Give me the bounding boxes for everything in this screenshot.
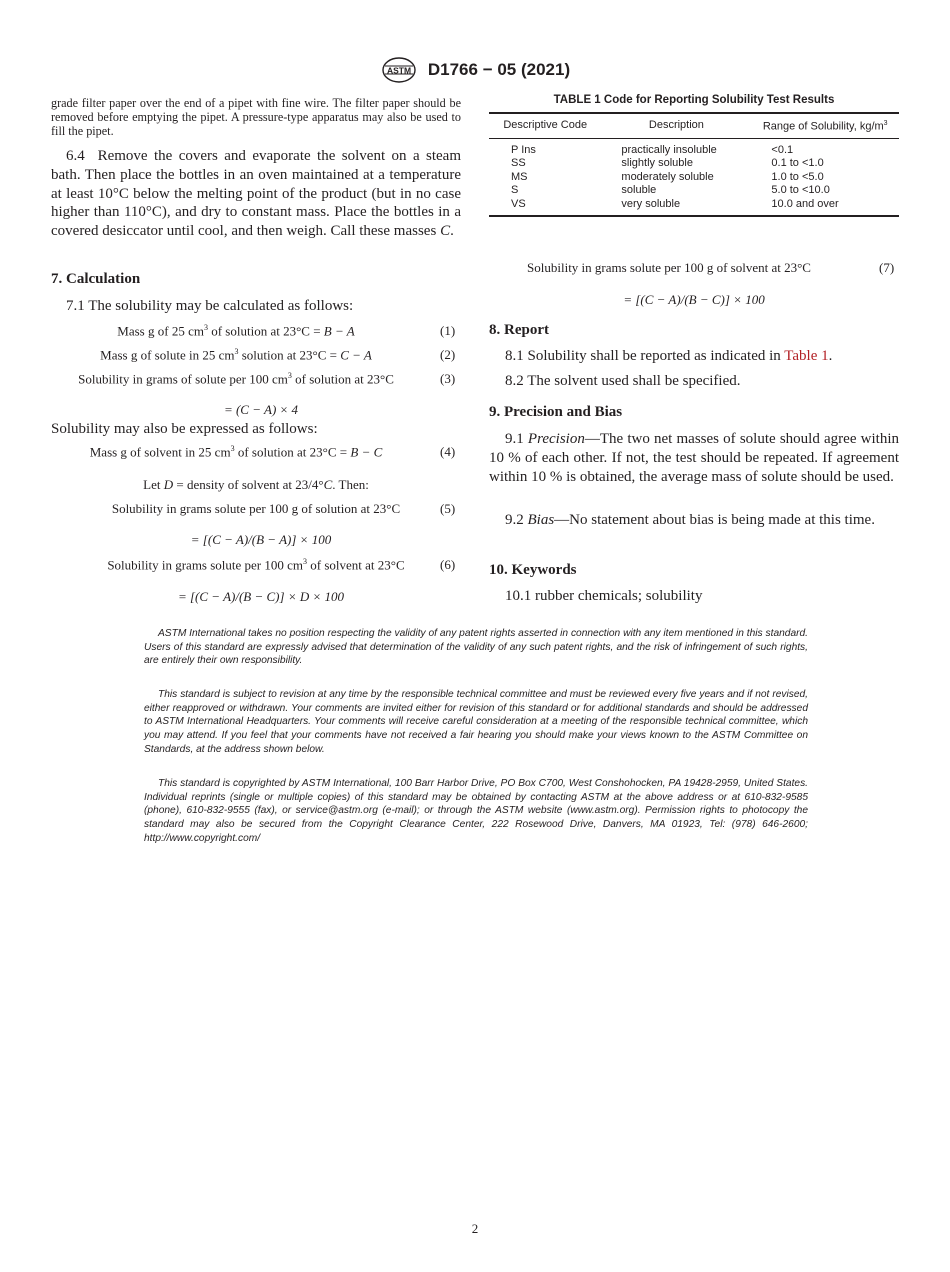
table-1-link[interactable]: Table 1 (784, 348, 829, 364)
equation-7-number: (7) (879, 260, 895, 275)
also-expressed-text: Solubility may also be expressed as follows: (51, 421, 318, 437)
paragraph-10-1: 10.1 rubber chemicals; solubility (505, 588, 703, 604)
paragraph-9-1: 9.1 Precision—The two net masses of solute should agree within 10 % of each other. If not, the test should be repeated. If agreement within 10 % is obtained, the average mass of solute should be used. (489, 431, 899, 485)
table-1 (489, 112, 899, 217)
paragraph-7-1: 7.1 The solubility may be calculated as follows: (66, 298, 354, 314)
table-1-caption: TABLE 1 Code for Reporting Solubility Test Results (553, 94, 835, 106)
footer-revision-notice: This standard is subject to revision at any time by the responsible technical committee and must be reviewed every five years and if not revised, either reapproved or withdrawn. Your comments are invited either for revision of this standard or for additional standards and should be addressed to ASTM International Headquarters. Your comments will receive careful consideration at a meeting of the responsible technical committee, which you may attend. If you feel that your comments have not received a fair hearing you should make your views known to the ASTM Committee on Standards, at the address shown below. (144, 689, 808, 755)
section-7-heading: 7. Calculation (51, 271, 141, 287)
equation-5-number: (5) (440, 501, 456, 516)
paragraph-8-1: 8.1 Solubility shall be reported as indicated in Table 1. (505, 348, 833, 364)
equation-4-number: (4) (440, 444, 456, 459)
section-10-heading: 10. Keywords (489, 562, 577, 578)
page-header (0, 56, 950, 84)
paragraph-9-2: 9.2 Bias—No statement about bias is being made at this time. (505, 512, 875, 528)
table-header-description: Description (601, 113, 751, 138)
continued-paragraph: grade filter paper over the end of a pipet with fine wire. The filter paper should be removed before emptying the pipet. A pressure-type apparatus may also be used to fill the pipet. (51, 96, 461, 138)
equation-5-rhs: = [(C − A)/(B − A)] × 100 (190, 532, 332, 547)
table-row: SS slightly soluble 0.1 to <1.0 (511, 157, 824, 170)
footer-patent-notice: ASTM International takes no position respecting the validity of any patent rights asserted in connection with any item mentioned in this standard. Users of this standard are expressly advised that determination of the validity of any such patent rights, and the risk of infringement of such rights, are entirely their own responsibility. (144, 628, 808, 667)
equation-2-number: (2) (440, 347, 456, 362)
equation-4: Mass g of solvent in 25 $cm^3$ of solution at 23°C = B − C (89, 444, 383, 460)
equation-6-number: (6) (440, 557, 456, 572)
table-header-range: Range of Solubility, $kg/m^3$ (751, 113, 899, 138)
section-9-heading: 9. Precision and Bias (489, 404, 623, 420)
table-header-code: Descriptive Code (489, 113, 601, 138)
table-row: S soluble 5.0 to <10.0 (511, 184, 830, 197)
equation-3-rhs: = (C − A) × 4 (223, 402, 299, 417)
equation-3-number: (3) (440, 371, 456, 386)
let-d-definition: Let D = density of solvent at 23/4°C. Then: (143, 477, 369, 492)
equation-6-rhs: = [(C − A)/(B − C)] × D × 100 (177, 589, 345, 604)
equation-3: Solubility in grams of solute per 100 $cm^3$ of solution at 23°C (78, 371, 394, 387)
table-row: VS very soluble 10.0 and over (489, 198, 899, 216)
equation-6: Solubility in grams solute per 100 $cm^3$ of solvent at 23°C (107, 557, 405, 573)
equation-2: Mass g of solute in 25 $cm^3$ solution at 23°C = C − A (100, 347, 372, 363)
equation-7: Solubility in grams solute per 100 g of solvent at 23°C (527, 260, 811, 275)
equation-1: Mass g of 25 $cm^3$ of solution at 23°C = B − A (117, 323, 355, 339)
equation-5: Solubility in grams solute per 100 g of solution at 23°C (111, 501, 401, 516)
table-row: P Ins practically insoluble <0.1 (511, 143, 794, 156)
table-row: MS moderately soluble 1.0 to <5.0 (511, 170, 824, 183)
footer-copyright-notice: This standard is copyrighted by ASTM International, 100 Barr Harbor Drive, PO Box C700, West Conshohocken, PA 19428-2959, United States. Individual reprints (single or multiple copies) of this standard may be obtained by contacting ASTM at the above address or at 610-832-9585 (phone), 610-832-9555 (fax), or service@astm.org (e-mail); or through the ASTM website (www.astm.org). Permission rights to photocopy the standard may also be secured from the Copyright Clearance Center, 222 Rosewood Drive, Danvers, MA 01923, Tel: (978) 646-2600; http://www.copyright.com/ (144, 778, 808, 844)
designation: D1766 − 05 (2021) (427, 60, 571, 79)
paragraph-8-2: 8.2 The solvent used shall be specified. (505, 373, 741, 389)
equation-1-number: (1) (440, 323, 456, 338)
section-8-heading: 8. Report (489, 322, 549, 338)
equation-7-rhs: = [(C − A)/(B − C)] × 100 (623, 292, 765, 307)
page-number: 2 (471, 1221, 479, 1236)
paragraph-6-4: 6.4 Remove the covers and evaporate the solvent on a steam bath. Then place the bottles in an oven maintained at a temperature at least 10°C below the melting point of the product (but in no case higher than 110°C), and dry to constant mass. Place the bottles in a covered desiccator until cool, and then weigh. Call these masses C. (51, 148, 461, 240)
astm-logo-icon (380, 56, 418, 84)
svg-text:ASTM: ASTM (386, 65, 411, 76)
